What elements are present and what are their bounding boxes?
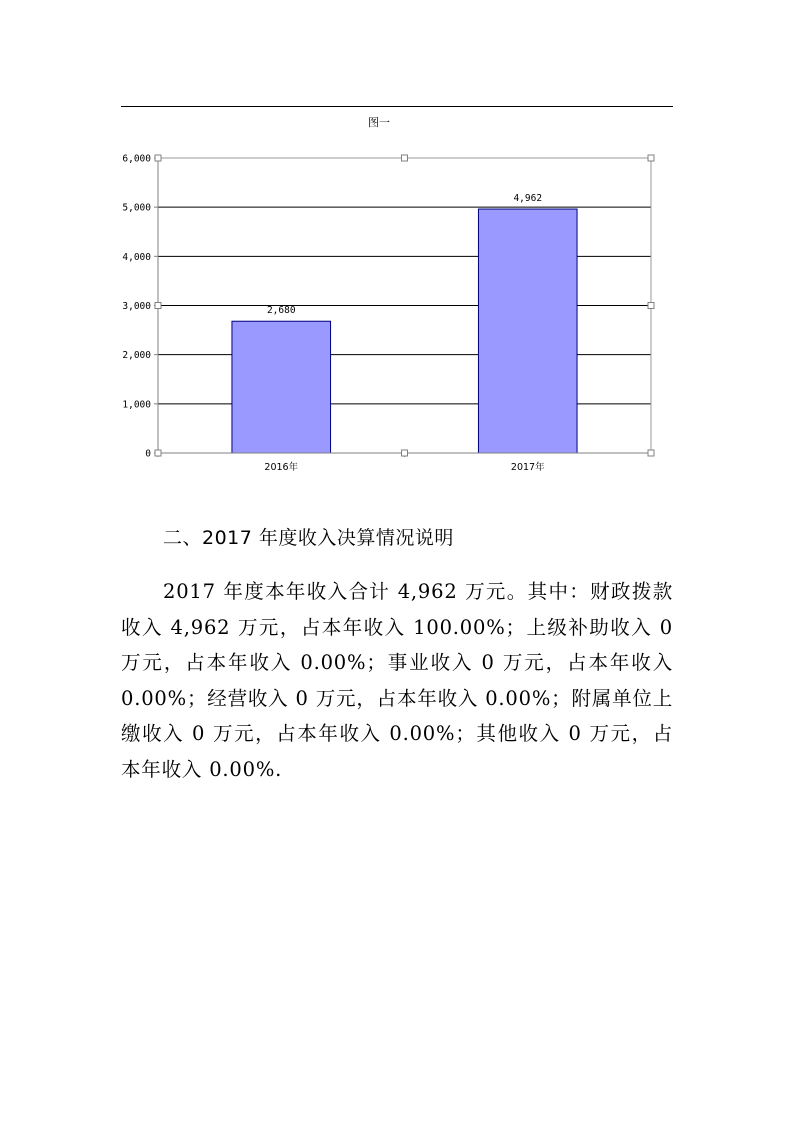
bar-data-label: 2,680 [266,305,296,317]
y-tick-label: 2,000 [122,350,151,362]
selection-handle [648,450,654,456]
x-category-label: 2017年 [510,462,545,473]
selection-handle [155,303,161,309]
income-bar-chart [110,112,670,480]
section-heading: 二、2017 年度收入决算情况说明 [163,527,454,549]
chart-svg [110,112,670,480]
bar-2016年 [232,321,331,453]
selection-handle [155,450,161,456]
y-tick-label: 0 [145,448,151,460]
y-tick-label: 5,000 [122,202,151,214]
x-category-label: 2016年 [264,462,299,473]
bar-data-label: 4,962 [513,193,543,205]
selection-handle [402,450,408,456]
selection-handle [402,155,408,161]
y-tick-label: 3,000 [122,301,151,312]
selection-handle [155,155,161,161]
chart-title: 图一 [368,116,390,129]
y-tick-label: 6,000 [122,153,151,165]
selection-handle [648,303,654,309]
selection-handle [648,155,654,161]
top-rule [121,106,673,107]
bar-2017年 [478,209,577,453]
y-tick-label: 1,000 [122,399,151,411]
income-description-paragraph: 2017 年度本年收入合计 4,962 万元。其中：财政拨款收入 4,962 万元，占本年收入 100.00%；上级补助收入 0 万元，占本年收入 0.00%；事业收入 0 万元，占本年收入 0.00%；经营收入 0 万元，占本年收入 0.00%；附属单位上缴收入 0 万元，占本年收入 0.00%；其他收入 0 万元，占本年收入 0.00%. [121,580,673,781]
y-tick-label: 4,000 [122,251,151,263]
